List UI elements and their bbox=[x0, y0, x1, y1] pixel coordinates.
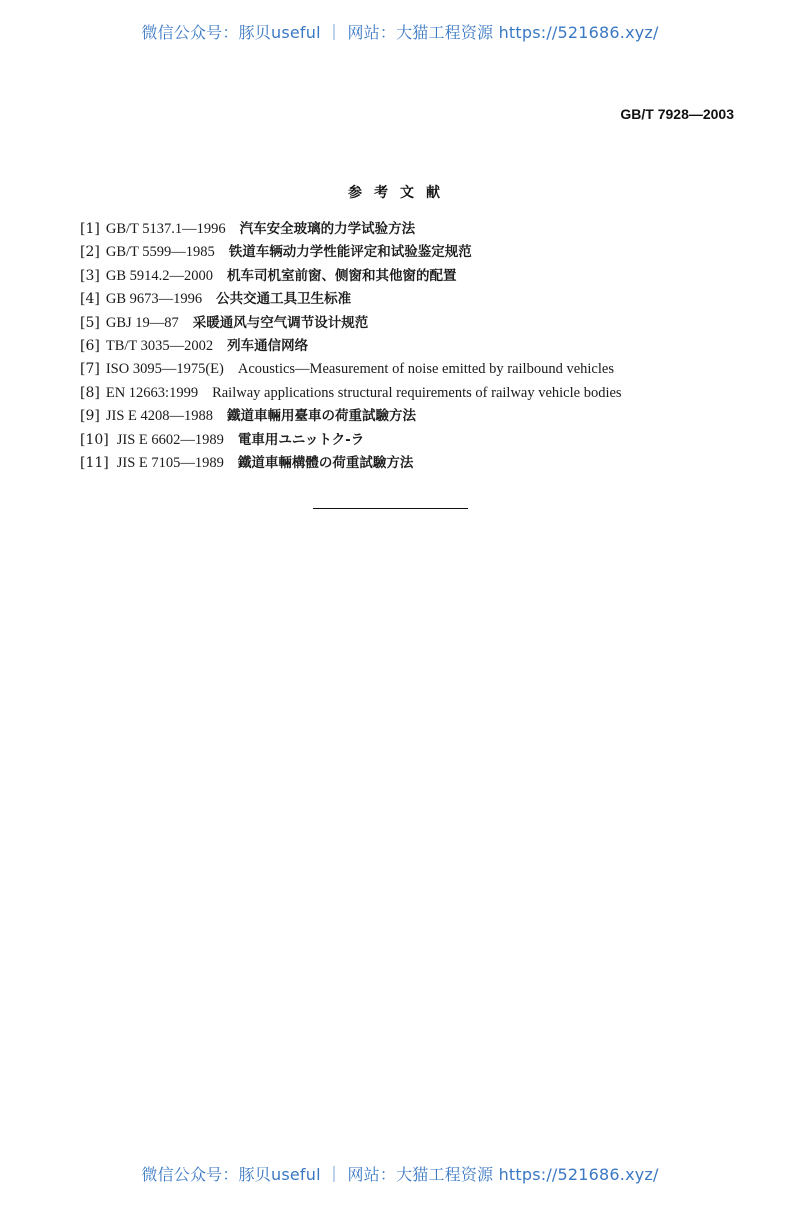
reference-number: [8] bbox=[80, 384, 100, 401]
reference-title: 汽车安全玻璃的力学试验方法 bbox=[239, 221, 416, 237]
reference-item bbox=[80, 452, 760, 475]
reference-title: 電車用ユニットク-ラ bbox=[237, 431, 365, 448]
reference-number: [2] bbox=[80, 244, 100, 261]
reference-code: JIS E 7105—1989 bbox=[116, 454, 224, 471]
reference-item bbox=[80, 241, 760, 264]
reference-code: JIS E 4208—1988 bbox=[105, 408, 213, 425]
reference-code: EN 12663:1999 bbox=[105, 384, 199, 401]
reference-code: GB/T 5137.1—1996 bbox=[105, 221, 226, 237]
reference-code: GBJ 19—87 bbox=[105, 314, 179, 331]
section-title: 参考文献 bbox=[348, 185, 452, 201]
reference-number: [4] bbox=[80, 291, 100, 308]
reference-number: [6] bbox=[80, 337, 100, 354]
watermark-top: 微信公众号：豚贝useful ｜ 网站：大猫工程资源 https://521686.xyz/ bbox=[141, 23, 659, 42]
reference-number: [3] bbox=[80, 267, 100, 284]
reference-title: Railway applications structural requirements of railway vehicle bodies bbox=[212, 384, 622, 401]
reference-item bbox=[80, 288, 760, 311]
reference-title: Acoustics—Measurement of noise emitted by railbound vehicles bbox=[237, 361, 614, 378]
reference-code: GB 9673—1996 bbox=[105, 291, 203, 308]
reference-code: GB/T 5599—1985 bbox=[105, 244, 215, 261]
reference-item bbox=[80, 218, 760, 241]
reference-code: JIS E 6602—1989 bbox=[116, 431, 224, 448]
reference-item bbox=[80, 312, 760, 335]
reference-title: 鐵道車輛構體の荷重試驗方法 bbox=[237, 454, 414, 471]
reference-item bbox=[80, 335, 760, 358]
reference-item bbox=[80, 429, 760, 452]
reference-number: [10] bbox=[80, 431, 109, 448]
reference-title: 采暖通风与空气调节设计规范 bbox=[192, 314, 369, 331]
reference-title: 铁道车辆动力学性能评定和试验鉴定规范 bbox=[228, 244, 472, 261]
end-rule-divider bbox=[313, 508, 468, 509]
watermark-bottom: 微信公众号：豚贝useful ｜ 网站：大猫工程资源 https://521686.xyz/ bbox=[141, 1165, 659, 1184]
reference-item bbox=[80, 382, 760, 405]
reference-item bbox=[80, 405, 760, 428]
reference-title: 机车司机室前窗、侧窗和其他窗的配置 bbox=[227, 267, 457, 284]
reference-title: 鐵道車輛用臺車の荷重試驗方法 bbox=[227, 408, 416, 425]
reference-list bbox=[80, 218, 760, 475]
reference-code: TB/T 3035—2002 bbox=[105, 337, 214, 354]
reference-number: [11] bbox=[80, 454, 109, 471]
reference-number: [9] bbox=[80, 408, 100, 425]
reference-code: ISO 3095—1975(E) bbox=[105, 361, 224, 378]
reference-title: 列车通信网络 bbox=[227, 337, 309, 354]
reference-title: 公共交通工具卫生标准 bbox=[216, 291, 352, 308]
reference-number: [7] bbox=[80, 361, 100, 378]
reference-item bbox=[80, 358, 760, 381]
reference-code: GB 5914.2—2000 bbox=[105, 267, 213, 284]
document-code: GB/T 7928—2003 bbox=[620, 106, 734, 122]
reference-number: [1] bbox=[80, 221, 100, 237]
reference-item bbox=[80, 265, 760, 288]
reference-number: [5] bbox=[80, 314, 100, 331]
